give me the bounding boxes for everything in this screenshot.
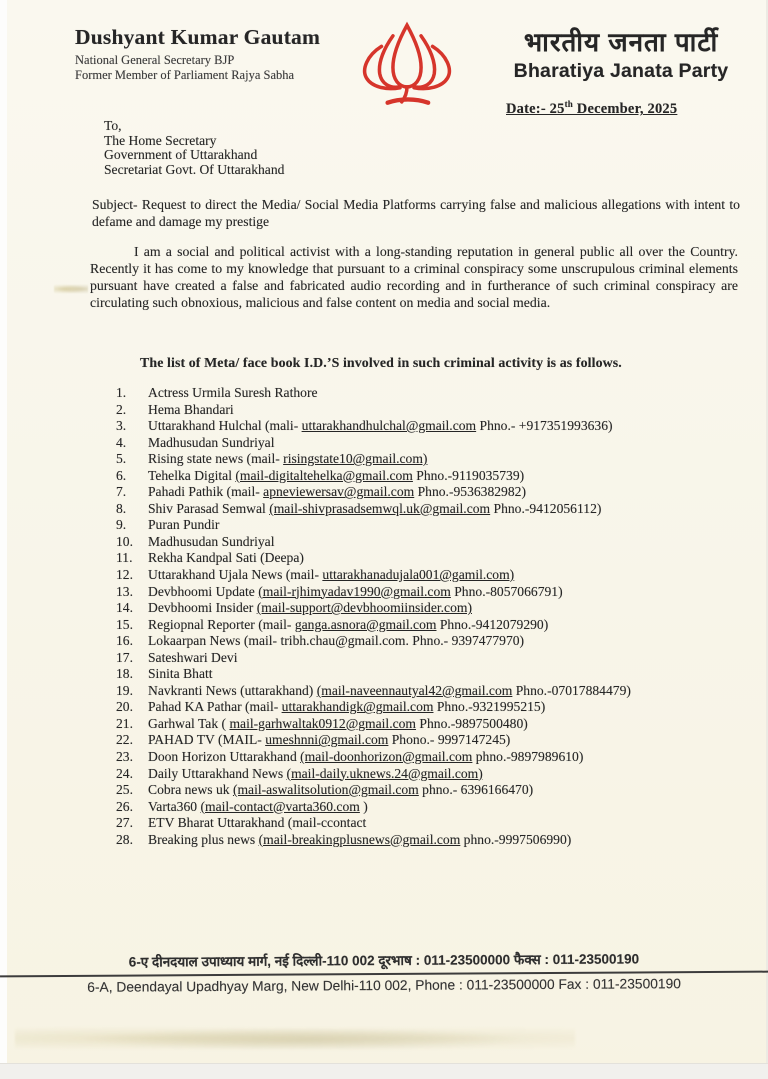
- recipient-line: To,: [104, 118, 122, 133]
- list-item-number: 15.: [116, 616, 133, 632]
- date-superscript: th: [564, 99, 573, 109]
- list-item-number: 25.: [116, 782, 133, 798]
- meta-id-list: [116, 385, 736, 848]
- list-item-text: Uttarakhand Hulchal (mali- uttarakhandhulchal@gmail.com Phno.- +917351993636): [148, 418, 613, 434]
- email-text: (mail-aswalitsolution@gmail.com: [232, 782, 419, 798]
- list-item-text: Daily Uttarakhand News (mail-daily.uknews.24@gmail.com): [148, 765, 483, 781]
- list-item: [116, 732, 736, 749]
- footer-address-hindi: 6-ए दीनदयाल उपाध्याय मार्ग, नई दिल्ली-110 002 दूरभाष : 011-23500000 फैक्स : 011-23500190: [128, 951, 640, 970]
- list-item: [116, 666, 736, 683]
- list-item-number: 27.: [116, 815, 133, 831]
- email-text: mail-garhwaltak0912@gmail.com: [229, 715, 417, 731]
- list-item-text: Actress Urmila Suresh Rathore: [148, 385, 318, 400]
- date-suffix: December, 2025: [572, 100, 678, 117]
- list-item-text: PAHAD TV (MAIL- umeshnni@gmail.com Phono.- 9997147245): [148, 732, 511, 748]
- list-item-text: Shiv Parasad Semwal (mail-shivprasadsemwql.uk@gmail.com Phno.-9412056112): [148, 500, 602, 516]
- list-item: [116, 815, 736, 832]
- recipient-line: The Home Secretary: [104, 132, 217, 148]
- list-item: [116, 699, 736, 716]
- list-item-number: 24.: [116, 765, 133, 781]
- recipient-line: Secretariat Govt. Of Uttarakhand: [104, 161, 285, 177]
- list-item-text: Sateshwari Devi: [148, 649, 238, 665]
- list-item-number: 9.: [116, 517, 127, 533]
- list-item-number: 1.: [116, 385, 127, 400]
- list-item-number: 20.: [116, 699, 133, 715]
- list-item-text: Madhusudan Sundriyal: [148, 434, 275, 450]
- list-item-number: 2.: [116, 401, 127, 417]
- email-text: (mail-naveennautyal42@gmail.com: [316, 682, 513, 698]
- list-item-text: Rising state news (mail- risingstate10@gmail.com): [148, 451, 428, 467]
- email-text: (mail-shivprasadsemwql.uk@gmail.com: [269, 500, 491, 516]
- email-text: (mail-digitaltehelka@gmail.com: [235, 467, 413, 483]
- list-item-text: Uttarakhand Ujala News (mail- uttarakhanadujala001@gamil.com): [148, 567, 515, 583]
- list-item-text: Lokaarpan News (mail- tribh.chau@gmail.com. Phno.- 9397477970): [148, 633, 525, 649]
- list-item-text: Puran Pundir: [148, 517, 220, 533]
- list-item: [116, 451, 736, 468]
- list-item-number: 13.: [116, 583, 133, 599]
- list-item-number: 8.: [116, 500, 127, 516]
- list-item: [116, 550, 736, 567]
- list-item-text: Devbhoomi Update (mail-rjhimyadav1990@gmail.com Phno.-8057066791): [148, 583, 563, 599]
- letter-date: [506, 99, 677, 118]
- email-text: umeshnni@gmail.com: [265, 732, 389, 748]
- body-paragraph: I am a social and political activist with a long-standing reputation in general public all over the Country. Recently it has come to my knowledge that pursuant to a criminal conspiracy some unscrupulous criminal elements pursuant have created a false and fabricated audio recording and in furtherance of such criminal conspiracy are circulating such obnoxious, malicious and false content on media and social media.: [90, 244, 738, 310]
- list-item: [116, 600, 736, 617]
- email-text: (mail-rjhimyadav1990@gmail.com: [258, 583, 451, 599]
- list-item-number: 18.: [116, 666, 133, 682]
- sender-title-1: National General Secretary BJP: [75, 52, 235, 67]
- email-text: uttarakhandhulchal@gmail.com: [301, 418, 477, 434]
- list-item-text: Hema Bhandari: [148, 401, 234, 417]
- list-item-number: 4.: [116, 434, 127, 450]
- party-name-english: Bharatiya Janata Party: [513, 59, 729, 82]
- list-item: [116, 633, 736, 650]
- list-item-number: 14.: [116, 600, 133, 616]
- bjp-lotus-icon: [352, 20, 462, 108]
- list-item: [116, 650, 736, 667]
- party-name-block: [500, 28, 742, 83]
- list-item: [116, 501, 736, 518]
- list-item: [116, 468, 736, 485]
- footer-block: [0, 949, 768, 996]
- list-item: [116, 584, 736, 601]
- list-item: [116, 435, 736, 452]
- email-text: apneviewersav@gmail.com: [263, 484, 415, 500]
- list-item-number: 7.: [116, 484, 127, 500]
- list-heading: The list of Meta/ face book I.D.’S involved in such criminal activity is as follows.: [140, 356, 622, 371]
- list-item: [116, 799, 736, 816]
- list-item-number: 26.: [116, 798, 133, 814]
- list-item: [116, 534, 736, 551]
- list-item: [116, 782, 736, 799]
- list-item-number: 10.: [116, 533, 133, 549]
- list-item-text: Doon Horizon Uttarakhand (mail-doonhorizon@gmail.com phno.-9897989610): [148, 749, 584, 765]
- list-item: [116, 567, 736, 584]
- list-item: [116, 517, 736, 534]
- list-item-text: Madhusudan Sundriyal: [148, 533, 275, 549]
- list-item-number: 16.: [116, 633, 133, 649]
- list-item-text: Regiopnal Reporter (mail- ganga.asnora@gmail.com Phno.-9412079290): [148, 616, 549, 632]
- list-item-number: 28.: [116, 831, 133, 847]
- list-item-text: ETV Bharat Uttarakhand (mail-ccontact: [148, 815, 367, 831]
- list-item-text: Navkranti News (uttarakhand) (mail-naveennautyal42@gmail.com Phno.-07017884479): [148, 682, 631, 698]
- list-item: [116, 766, 736, 783]
- sender-title-2: Former Member of Parliament Rajya Sabha: [75, 67, 295, 82]
- list-item-number: 19.: [116, 682, 133, 698]
- list-item-number: 12.: [116, 567, 133, 583]
- recipient-block: [104, 119, 284, 177]
- email-text: (mail-support@devbhoomiinsider.com): [256, 600, 472, 616]
- list-item-text: Devbhoomi Insider (mail-support@devbhoomiinsider.com): [148, 600, 472, 616]
- recipient-line: Government of Uttarakhand: [104, 147, 258, 163]
- list-item-text: Sinita Bhatt: [148, 666, 213, 682]
- email-text: (mail-contact@varta360.com: [200, 798, 360, 814]
- email-text: (mail-daily.uknews.24@gmail.com): [286, 765, 483, 781]
- email-text: (mail-breakingplusnews@gmail.com: [258, 831, 461, 847]
- email-text: risingstate10@gmail.com): [283, 451, 428, 467]
- list-item: [116, 617, 736, 634]
- list-item: [116, 832, 736, 849]
- list-item-text: Garhwal Tak ( mail-garhwaltak0912@gmail.com Phno.-9897500480): [148, 715, 528, 731]
- list-item: [116, 402, 736, 419]
- list-item-number: 3.: [116, 418, 127, 434]
- scan-edge-left: [0, 0, 7, 1079]
- list-item-number: 6.: [116, 467, 127, 483]
- email-text: uttarakhanadujala001@gamil.com): [322, 567, 515, 583]
- list-item-text: Pahadi Pathik (mail- apneviewersav@gmail.com Phno.-9536382982): [148, 484, 526, 500]
- sender-block: [75, 26, 320, 83]
- list-item-text: Cobra news uk (mail-aswalitsolution@gmail.com phno.- 6396166470): [148, 782, 534, 798]
- list-item: [116, 749, 736, 766]
- list-item-text: Pahad KA Pathar (mail- uttarakhandigk@gmail.com Phno.-9321995215): [148, 699, 546, 715]
- email-text: (mail-doonhorizon@gmail.com: [300, 749, 473, 765]
- footer-address-english: 6-A, Deendayal Upadhyay Marg, New Delhi-110 002, Phone : 011-23500000 Fax : 011-23500190: [87, 976, 681, 995]
- list-item: [116, 683, 736, 700]
- list-item-text: Tehelka Digital (mail-digitaltehelka@gmail.com Phno.-9119035739): [148, 467, 525, 483]
- subject-line: Subject- Request to direct the Media/ Social Media Platforms carrying false and malicious allegations with intent to defame and damage my prestige: [92, 197, 740, 229]
- sender-name: Dushyant Kumar Gautam: [75, 25, 321, 49]
- list-item-number: 22.: [116, 732, 133, 748]
- list-item-number: 23.: [116, 749, 133, 765]
- scan-smudge: [15, 1024, 575, 1050]
- list-item: [116, 385, 736, 402]
- list-item-number: 5.: [116, 451, 127, 467]
- scan-smudge: [54, 284, 88, 294]
- list-item: [116, 716, 736, 733]
- list-item-number: 11.: [116, 550, 133, 566]
- list-item: [116, 418, 736, 435]
- list-item-text: Breaking plus news (mail-breakingplusnews@gmail.com phno.-9997506990): [148, 831, 572, 847]
- date-prefix: Date:- 25: [506, 100, 565, 117]
- scan-edge-bottom: [0, 1063, 768, 1079]
- list-item-number: 17.: [116, 649, 133, 665]
- list-item-text: Rekha Kandpal Sati (Deepa): [148, 550, 304, 566]
- email-text: ganga.asnora@gmail.com: [294, 616, 437, 632]
- party-name-hindi: भारतीय जनता पार्टी: [523, 27, 719, 57]
- list-item-number: 21.: [116, 715, 133, 731]
- email-text: uttarakhandigk@gmail.com: [281, 699, 434, 715]
- list-item: [116, 484, 736, 501]
- list-item-text: Varta360 (mail-contact@varta360.com ): [148, 798, 368, 814]
